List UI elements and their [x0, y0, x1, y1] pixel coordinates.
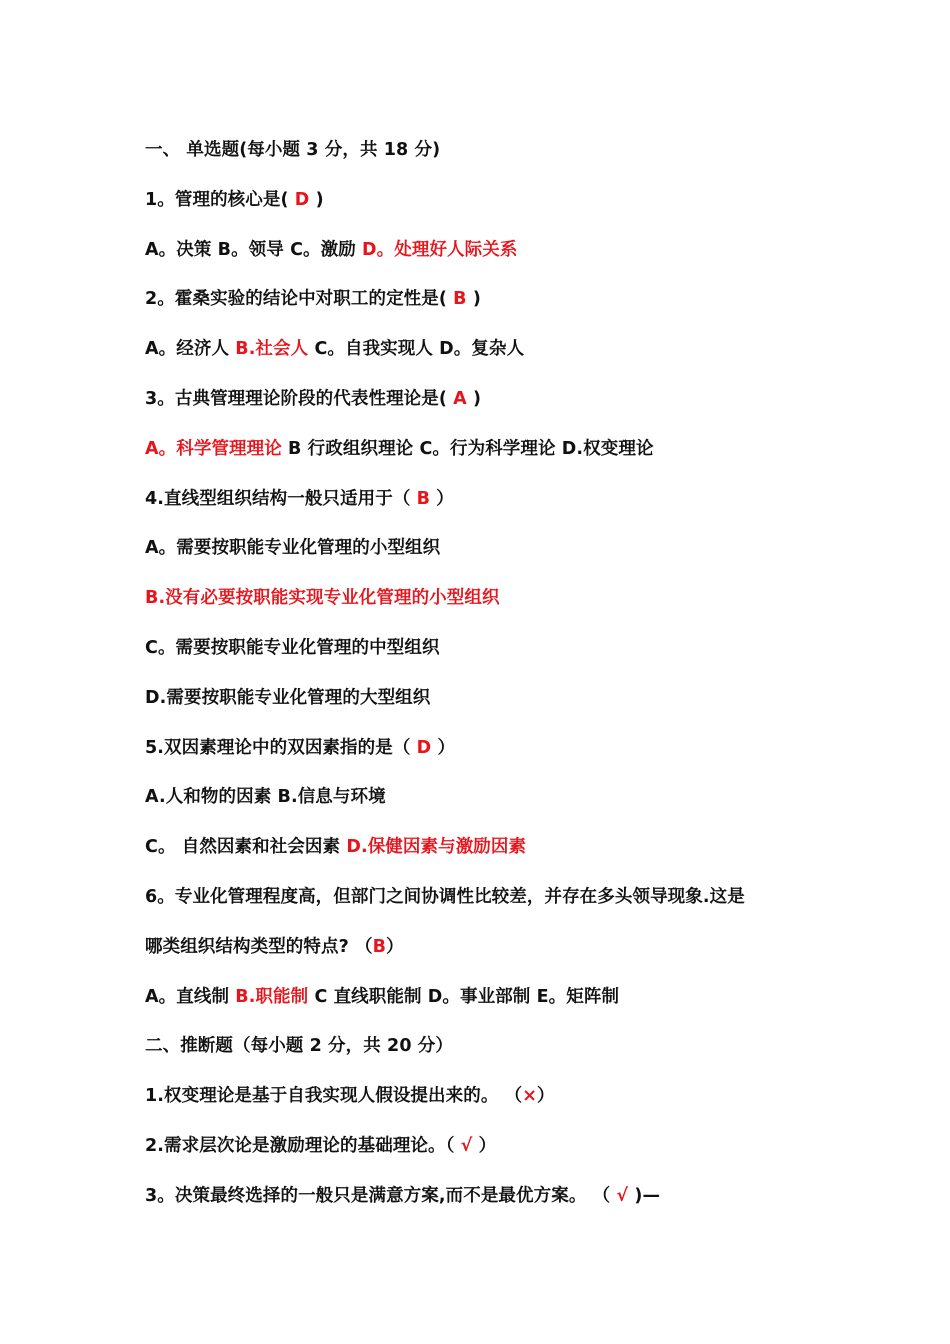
question-6-options: A。直线制 B.职能制 C 直线职能制 D。事业部制 E。矩阵制: [145, 986, 620, 1007]
correct-option: B.职能制: [235, 986, 309, 1007]
question-1-options: A。决策 B。领导 C。激励 D。处理好人际关系: [145, 239, 518, 260]
question-6-line-1: 6。专业化管理程度高，但部门之间协调性比较差，并存在多头领导现象.这是: [145, 886, 745, 907]
section-heading-single-choice: 一、 单选题(每小题 3 分，共 18 分): [145, 140, 441, 160]
judgment-2: 2.需求层次论是激励理论的基础理论。（ √ ）: [145, 1135, 497, 1156]
question-4-option-d: D.需要按职能专业化管理的大型组织: [145, 687, 431, 708]
answer-mark: √: [460, 1135, 473, 1156]
answer-mark: A: [453, 388, 467, 409]
section-heading-true-false: 二、推断题（每小题 2 分，共 20 分）: [145, 1036, 453, 1057]
question-3: 3。古典管理理论阶段的代表性理论是( A ): [145, 388, 482, 409]
question-4-option-a: A。需要按职能专业化管理的小型组织: [145, 538, 441, 559]
question-5-options-cd: C。 自然因素和社会因素 D.保健因素与激励因素: [145, 837, 527, 858]
answer-mark: B: [372, 936, 387, 957]
answer-mark: ×: [522, 1086, 537, 1107]
judgment-1: 1.权变理论是基于自我实现人假设提出来的。 （×）: [145, 1086, 555, 1107]
question-4-option-c: C。需要按职能专业化管理的中型组织: [145, 637, 440, 658]
correct-option: D。处理好人际关系: [362, 239, 518, 260]
correct-option: A。科学管理理论: [145, 438, 282, 459]
question-4-option-b-correct: B.没有必要按职能实现专业化管理的小型组织: [145, 588, 500, 609]
judgment-3: 3。决策最终选择的一般只是满意方案,而不是最优方案。 （ √ )—: [145, 1185, 661, 1206]
question-2: 2。霍桑实验的结论中对职工的定性是( B ): [145, 289, 481, 310]
answer-mark: B: [453, 289, 467, 310]
answer-mark: D: [416, 737, 432, 758]
question-1: 1。管理的核心是( D ): [145, 189, 324, 210]
answer-mark: B: [416, 488, 431, 509]
question-6-line-2: 哪类组织结构类型的特点? （B）: [145, 936, 404, 957]
question-5: 5.双因素理论中的双因素指的是（ D ）: [145, 737, 456, 758]
question-4: 4.直线型组织结构一般只适用于（ B ）: [145, 488, 454, 509]
question-3-options: A。科学管理理论 B 行政组织理论 C。行为科学理论 D.权变理论: [145, 438, 654, 459]
answer-mark: √: [616, 1185, 629, 1206]
question-5-options-ab: A.人和物的因素 B.信息与环境: [145, 787, 386, 808]
correct-option: D.保健因素与激励因素: [346, 837, 527, 858]
answer-mark: D: [294, 189, 310, 210]
correct-option: B.社会人: [235, 339, 309, 360]
document-page: [145, 128, 845, 1224]
question-2-options: A。经济人 B.社会人 C。自我实现人 D。复杂人: [145, 339, 525, 360]
